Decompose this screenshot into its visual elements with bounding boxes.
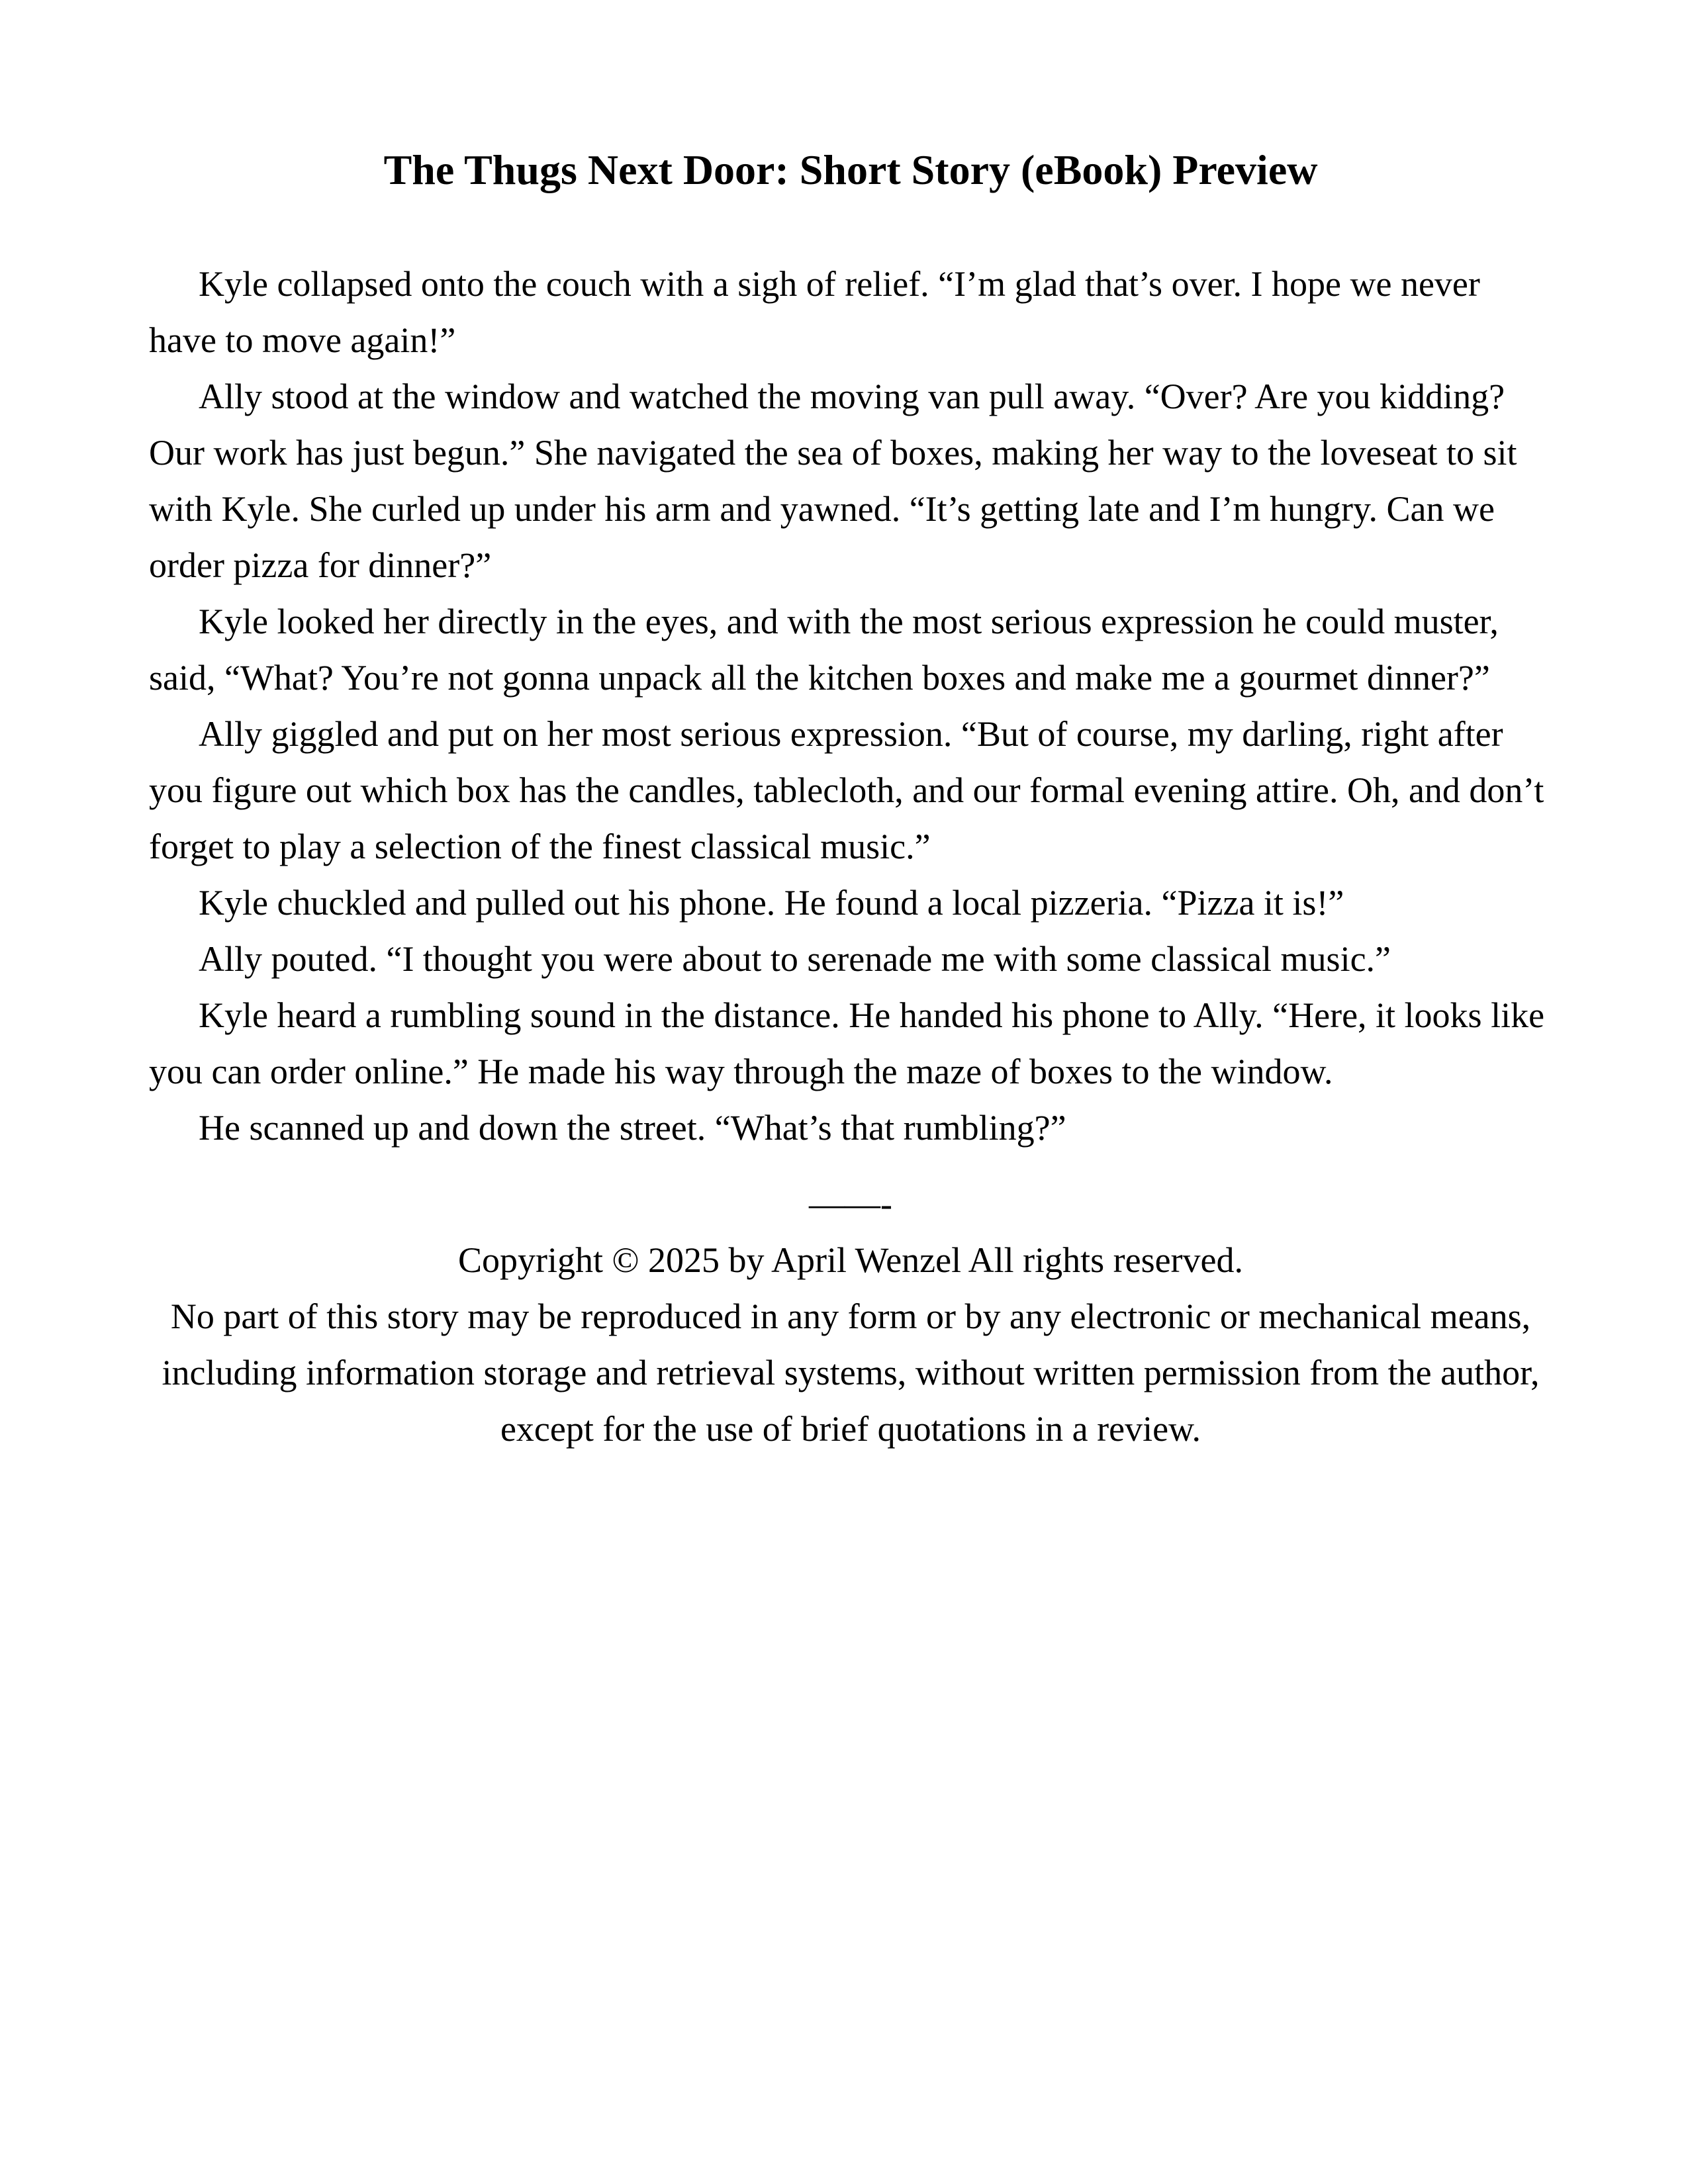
story-paragraph: He scanned up and down the street. “What’s that rumbling?” bbox=[199, 1108, 1066, 1148]
story-body bbox=[149, 256, 1552, 1156]
story-paragraph: Kyle collapsed onto the couch with a sigh of relief. “I’m glad that’s over. I hope we never have to move again!” bbox=[149, 264, 1480, 360]
story-paragraph: Ally giggled and put on her most serious expression. “But of course, my darling, right after you figure out which box has the candles, tablecloth, and our formal evening attire. Oh, and don’t forget to play a selection of the finest classical music.” bbox=[149, 714, 1544, 866]
story-paragraph: Ally stood at the window and watched the moving van pull away. “Over? Are you kidding? Our work has just begun.” She navigated the sea of boxes, making her way to the loveseat to sit with Kyle. She curled up under his arm and yawned. “It’s getting late and I’m hungry. Can we order pizza for dinner?” bbox=[149, 377, 1517, 585]
story-paragraph: Kyle looked her directly in the eyes, and with the most serious expression he could muster, said, “What? You’re not gonna unpack all the kitchen boxes and make me a gourmet dinner?” bbox=[149, 602, 1499, 698]
section-separator: ——- bbox=[809, 1184, 892, 1224]
copyright-block bbox=[149, 1232, 1552, 1457]
story-paragraph: Ally pouted. “I thought you were about to serenade me with some classical music.” bbox=[199, 939, 1391, 979]
story-paragraph: Kyle chuckled and pulled out his phone. He found a local pizzeria. “Pizza it is!” bbox=[199, 883, 1344, 923]
copyright-line: Copyright © 2025 by April Wenzel All rights reserved. bbox=[457, 1240, 1244, 1280]
copyright-notice: No part of this story may be reproduced in any form or by any electronic or mechanical means, including information storage and retrieval systems, without written permission from the author, except for the use of brief quotations in a review. bbox=[162, 1297, 1540, 1449]
page-title: The Thugs Next Door: Short Story (eBook) Preview bbox=[383, 146, 1318, 193]
page-content bbox=[149, 140, 1552, 1457]
story-paragraph: Kyle heard a rumbling sound in the distance. He handed his phone to Ally. “Here, it looks like you can order online.” He made his way through the maze of boxes to the window. bbox=[149, 995, 1545, 1091]
